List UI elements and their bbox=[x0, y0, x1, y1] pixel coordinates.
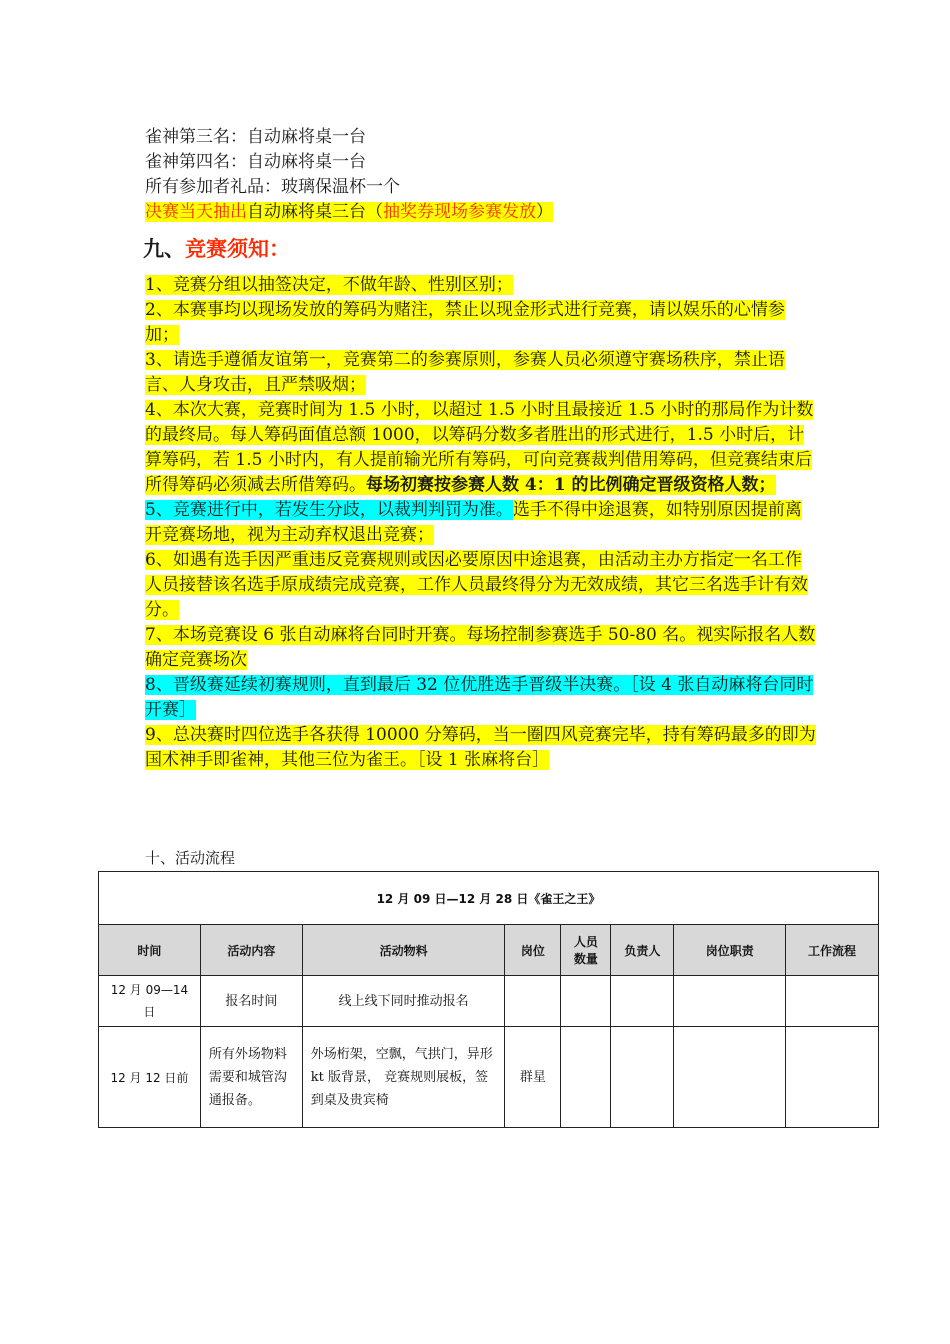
table-caption: 12 月 09 日—12 月 28 日《雀王之王》 bbox=[99, 872, 879, 925]
header-staff-count: 人员数量 bbox=[561, 925, 611, 976]
header-owner: 负责人 bbox=[611, 925, 674, 976]
header-materials: 活动物料 bbox=[302, 925, 505, 976]
prize-lottery bbox=[145, 200, 553, 225]
header-workflow: 工作流程 bbox=[786, 925, 879, 976]
header-duties: 岗位职责 bbox=[674, 925, 786, 976]
rule-item: 1、竞赛分组以抽签决定，不做年龄、性别区别； bbox=[145, 275, 513, 295]
lottery-red-2: 抽奖券现场参赛发放 bbox=[383, 202, 536, 222]
section-10-title: 十、活动流程 bbox=[145, 849, 236, 867]
header-post: 岗位 bbox=[505, 925, 561, 976]
section-9-number: 九、 bbox=[143, 236, 185, 261]
table-row: 12 月 12 日前 所有外场物料需要和城管沟通报备。 外场桁架，空飘，气拱门，异形 kt 版背景， 竞赛规则展板，签到桌及贵宾椅 群星 bbox=[99, 1027, 879, 1128]
rule-item: 5、竞赛进行中，若发生分歧，以裁判判罚为准。选手不得中途退赛，如特别原因提前离开竞赛场地，视为主动弃权退出竞赛； bbox=[145, 500, 802, 545]
header-activity: 活动内容 bbox=[200, 925, 302, 976]
section-9-title: 竞赛须知： bbox=[185, 236, 290, 261]
lottery-red-1: 决赛当天抽出 bbox=[145, 202, 247, 222]
rule-item: 9、总决赛时四位选手各获得 10000 分筹码，当一圈四风竞赛完毕，持有筹码最多的即为国术神手即雀神，其他三位为雀王。［设 1 张麻将台］ bbox=[145, 725, 816, 770]
rule-item: 4、本次大赛，竞赛时间为 1.5 小时，以超过 1.5 小时且最接近 1.5 小时的那局作为计数的最终局。每人筹码面值总额 1000，以筹码分数多者胜出的形式进行，1.5 小时后，计算筹码，若 1.5 小时内，有人提前输光所有筹码，可向竞赛裁判借用筹码，但竞赛结束后所得筹码必须减去所借筹码。每场初赛按参赛人数 4：1 的比例确定晋级资格人数； bbox=[145, 400, 814, 495]
section-9-heading bbox=[143, 234, 290, 264]
rule-item: 7、本场竞赛设 6 张自动麻将台同时开赛。每场控制参赛选手 50-80 名。视实际报名人数确定竞赛场次 bbox=[145, 625, 816, 670]
rules-list bbox=[145, 273, 817, 773]
rule-item: 3、请选手遵循友谊第一，竞赛第二的参赛原则，参赛人员必须遵守赛场秩序，禁止语言、人身攻击，且严禁吸烟； bbox=[145, 350, 785, 395]
rule-item: 8、晋级赛延续初赛规则，直到最后 32 位优胜选手晋级半决赛。［设 4 张自动麻将台同时开赛］ bbox=[145, 675, 814, 720]
header-time: 时间 bbox=[99, 925, 201, 976]
rule-item: 2、本赛事均以现场发放的筹码为赌注，禁止以现金形式进行竞赛，请以娱乐的心情参加； bbox=[145, 300, 785, 345]
table-row: 12 月 09—14 日 报名时间 线上线下同时推动报名 bbox=[99, 976, 879, 1027]
prize-fourth: 雀神第四名：自动麻将桌一台 bbox=[145, 152, 366, 172]
prize-third: 雀神第三名：自动麻将桌一台 bbox=[145, 127, 366, 147]
activity-flow-table bbox=[98, 871, 879, 1128]
rule-item: 6、如遇有选手因严重违反竞赛规则或因必要原因中途退赛，由活动主办方指定一名工作人员接替该名选手原成绩完成竞赛，工作人员最终得分为无效成绩，其它三名选手计有效分。 bbox=[145, 550, 808, 620]
lottery-mid: 自动麻将桌三台（ bbox=[247, 202, 383, 222]
lottery-end: ） bbox=[536, 202, 553, 222]
prize-gift: 所有参加者礼品：玻璃保温杯一个 bbox=[145, 177, 400, 197]
